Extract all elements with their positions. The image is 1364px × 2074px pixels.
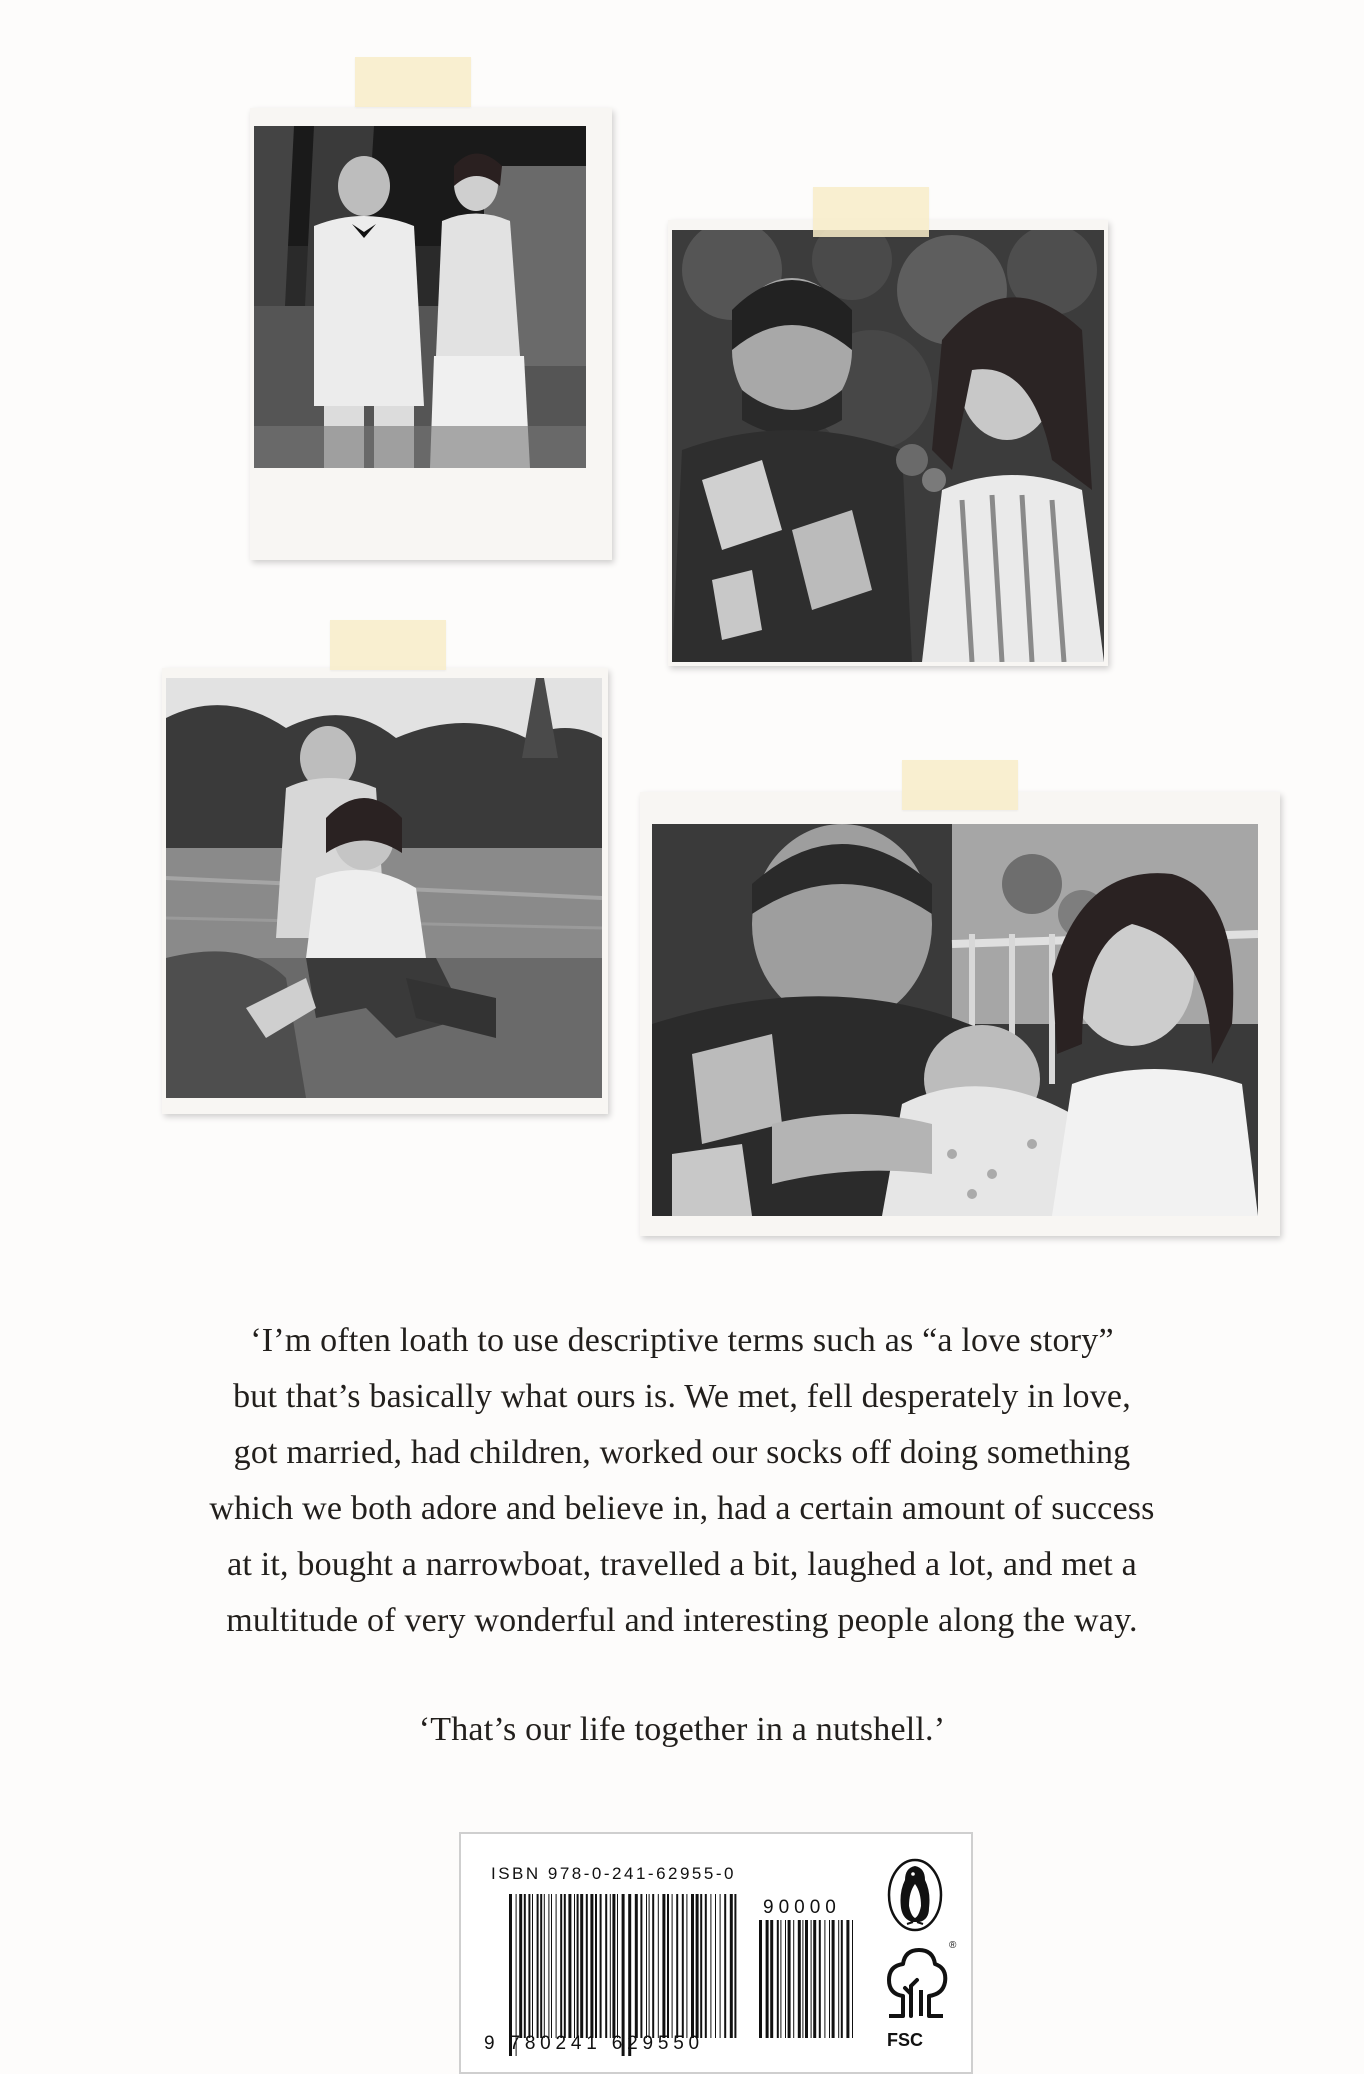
quote-line: ‘I’m often loath to use descriptive terms such as “a love story” xyxy=(250,1322,1114,1359)
barcode-bar xyxy=(730,1894,733,2038)
barcode-bar xyxy=(610,1894,611,2038)
barcode-bar xyxy=(720,1894,721,2038)
barcode-bar xyxy=(590,1894,593,2038)
barcode-bar xyxy=(556,1894,557,2038)
barcode-bar xyxy=(802,1920,803,2038)
registered-mark: ® xyxy=(949,1940,957,1951)
barcode-bar xyxy=(824,1920,825,2038)
barcode-bar xyxy=(586,1894,588,2038)
tape-1 xyxy=(355,57,471,107)
quote-line: at it, bought a narrowboat, travelled a bit, laughed a lot, and met a xyxy=(227,1546,1137,1583)
tape-2 xyxy=(813,187,929,237)
tape-3 xyxy=(330,620,446,670)
barcode-bar xyxy=(509,1894,512,2056)
penguin-icon xyxy=(887,1858,943,1932)
barcode-bar xyxy=(838,1920,839,2038)
barcode-bar xyxy=(600,1894,602,2038)
barcode-box xyxy=(459,1832,973,2074)
isbn-label: ISBN 978-0-241-62955-0 xyxy=(491,1864,736,1883)
barcode-bar xyxy=(574,1894,575,2038)
barcode-bar xyxy=(540,1894,542,2038)
barcode-bar xyxy=(811,1920,812,2038)
ean-barcode xyxy=(509,1894,739,2056)
barcode-bar xyxy=(662,1894,665,2038)
fsc-label: FSC xyxy=(887,2030,923,2050)
barcode-bar xyxy=(544,1894,545,2038)
quote-closing-line: ‘That’s our life together in a nutshell.’ xyxy=(418,1711,946,1748)
tape-4 xyxy=(902,760,1018,810)
barcode-bar xyxy=(635,1894,638,2038)
photo-stage-performance xyxy=(254,126,586,468)
barcode-bar xyxy=(667,1894,669,2038)
barcode-bar xyxy=(537,1894,539,2038)
barcode-bar xyxy=(595,1894,597,2038)
barcode-bar xyxy=(617,1894,618,2038)
barcode-bar xyxy=(528,1894,530,2038)
barcode-bar xyxy=(785,1920,786,2038)
barcode-bar xyxy=(788,1920,791,2038)
back-cover-quote xyxy=(150,1313,1214,1649)
barcode-bar xyxy=(705,1894,707,2038)
barcode-bar xyxy=(715,1894,716,2038)
barcode-bar xyxy=(798,1920,801,2038)
barcode-bar xyxy=(686,1894,687,2038)
photo-card-2 xyxy=(668,220,1108,666)
photo-card-1 xyxy=(250,108,612,560)
barcode-bar xyxy=(676,1894,678,2038)
barcode-bar xyxy=(770,1920,773,2038)
barcode-bar xyxy=(777,1920,779,2038)
barcode-bar xyxy=(759,1920,762,2038)
barcode-bar xyxy=(852,1920,853,2038)
quote-line: but that’s basically what ours is. We met, fell desperately in love, xyxy=(233,1378,1131,1415)
barcode-bar xyxy=(710,1894,711,2038)
fsc-tree-icon xyxy=(881,1946,951,2028)
barcode-bar xyxy=(819,1920,821,2038)
barcode-bar xyxy=(658,1894,659,2038)
barcode-bar xyxy=(519,1894,522,2038)
photo-couple-riverside xyxy=(166,678,602,1098)
addon-barcode xyxy=(759,1920,857,2056)
barcode-bar xyxy=(652,1894,654,2038)
barcode-bar xyxy=(640,1894,642,2038)
barcode-bar xyxy=(560,1894,562,2038)
back-cover-quote-closing xyxy=(150,1702,1214,1758)
barcode-bar xyxy=(612,1894,615,2038)
barcode-bar xyxy=(516,1894,517,2056)
quote-line: which we both adore and believe in, had a certain amount of success xyxy=(209,1490,1155,1527)
barcode-bar xyxy=(841,1920,843,2038)
barcode-bar xyxy=(568,1894,571,2038)
photo-couple-garden-roses xyxy=(672,230,1104,662)
barcode-bar xyxy=(551,1894,552,2038)
quote-line: got married, had children, worked our socks off doing something xyxy=(233,1434,1131,1471)
photo-card-4 xyxy=(640,792,1280,1236)
barcode-bar xyxy=(832,1920,835,2038)
barcode-bar xyxy=(734,1894,736,2038)
barcode-bar xyxy=(691,1894,694,2038)
barcode-bar xyxy=(793,1920,794,2038)
barcode-bar xyxy=(548,1894,549,2038)
barcode-bar xyxy=(700,1894,702,2038)
barcode-bar xyxy=(532,1894,533,2038)
barcode-bar xyxy=(805,1920,808,2038)
ean-digits: 9 780241 629550 xyxy=(484,2033,704,2054)
barcode-bar xyxy=(622,1894,625,2056)
price-code: 90000 xyxy=(763,1897,841,1918)
barcode-bar xyxy=(696,1894,699,2038)
barcode-bar xyxy=(766,1920,769,2038)
quote-line: multitude of very wonderful and interesting people along the way. xyxy=(226,1602,1138,1639)
barcode-bar xyxy=(524,1894,526,2038)
barcode-bar xyxy=(646,1894,647,2038)
barcode-bar xyxy=(628,1894,631,2056)
barcode-bar xyxy=(577,1894,579,2038)
photo-couple-with-baby xyxy=(652,824,1258,1216)
barcode-bar xyxy=(564,1894,566,2038)
barcode-bar xyxy=(780,1920,781,2038)
barcode-bar xyxy=(724,1894,726,2038)
barcode-bar xyxy=(649,1894,650,2038)
barcode-bar xyxy=(682,1894,684,2038)
photo-card-3 xyxy=(162,668,608,1114)
barcode-bar xyxy=(813,1920,816,2038)
barcode-bar xyxy=(672,1894,673,2038)
barcode-bar xyxy=(605,1894,607,2038)
barcode-bar xyxy=(580,1894,583,2038)
barcode-bar xyxy=(829,1920,830,2038)
barcode-bar xyxy=(846,1920,849,2038)
